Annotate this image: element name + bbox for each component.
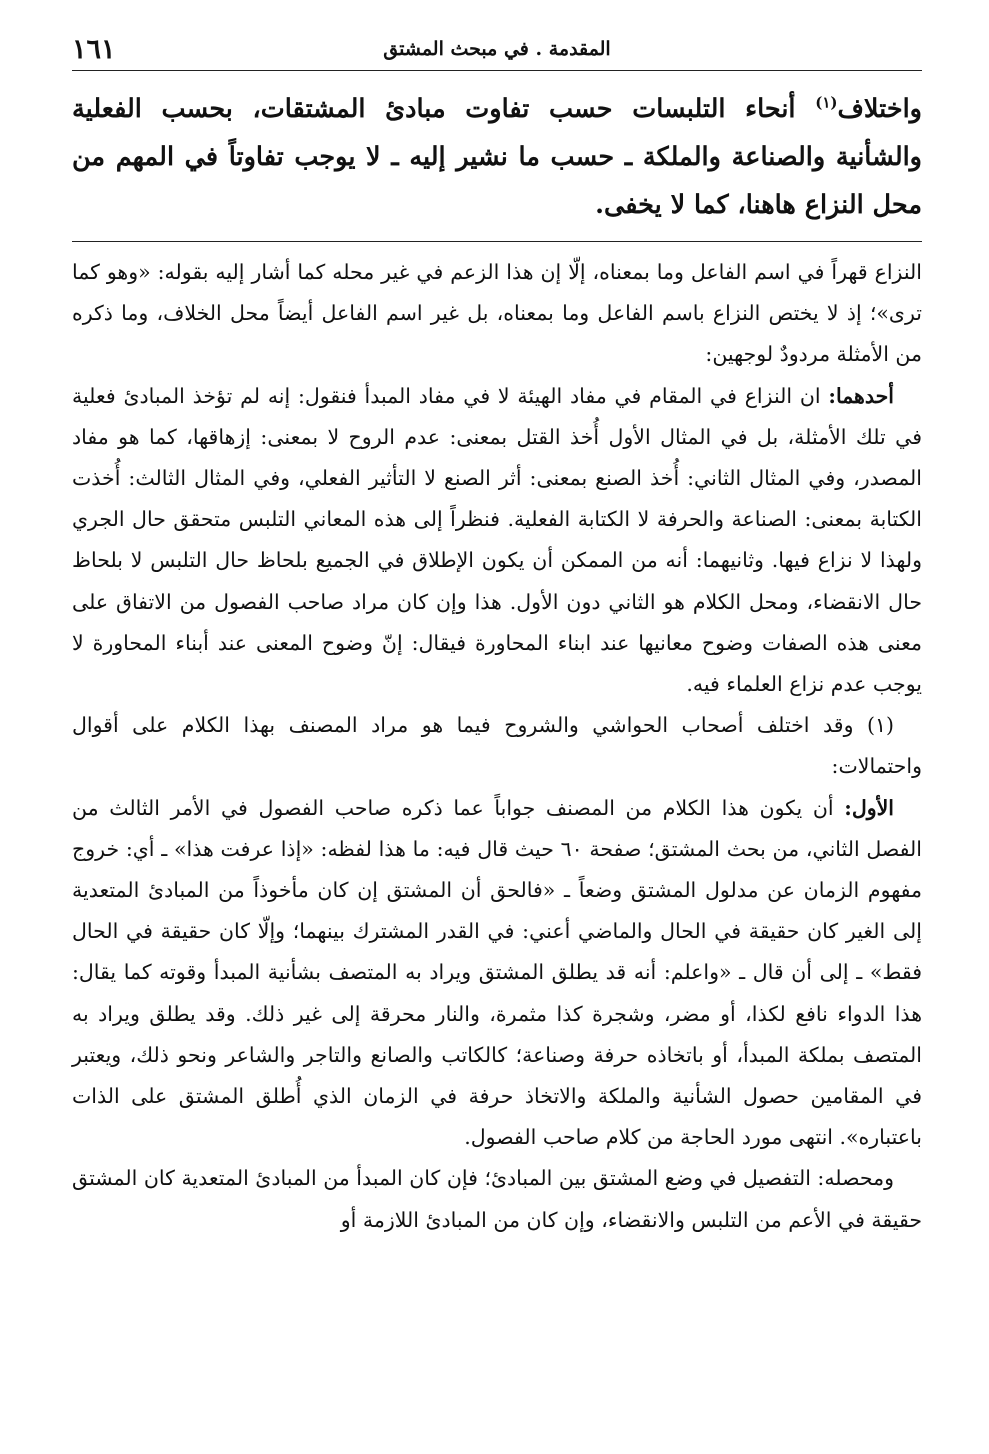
commentary-term: أحدهما: <box>828 383 894 408</box>
commentary-term: الأول: <box>844 795 894 820</box>
commentary-text: أن يكون هذا الكلام من المصنف جواباً عما ذكره صاحب الفصول في الأمر الثالث من الفصل الثاني، من بحث المشتق؛ صفحة ٦٠ حيث قال فيه: ما هذا لفظه: «إذا عرفت هذا» ـ أي: خروج مفهوم الزمان عن مدلول المشتق وضعاً ـ «فالحق أن المشتق إن كان مأخوذاً من المبادئ المتعدية إلى الغير كان حقيقة في الحال والماضي أعني: في القدر المشترك بينهما؛ وإلّا كان حقيقة في الحال فقط» ـ إلى أن قال ـ «واعلم: أنه قد يطلق المشتق ويراد به المتصف بشأنية المبدأ وقوته كما يقال: هذا الدواء نافع لكذا، أو مضر، وشجرة كذا مثمرة، والنار محرقة إلى غير ذلك. وقد يطلق ويراد به المتصف بملكة المبدأ، أو باتخاذه حرفة وصناعة؛ كالكاتب والصانع والتاجر والشاعر ونحو ذلك، ويعتبر في المقامين حصول الشأنية والملكة والاتخاذ حرفة في الزمان الذي أُطلق المشتق على الذات باعتباره». انتهى مورد الحاجة من كلام صاحب الفصول. <box>72 795 922 1150</box>
page-number: ١٦١ <box>72 34 116 65</box>
commentary-paragraph-3 <box>72 788 922 1159</box>
text-divider <box>72 241 922 242</box>
commentary-paragraph-2 <box>72 376 922 706</box>
commentary-text: النزاع قهراً في اسم الفاعل وما بمعناه، إلّا إن هذا الزعم في غير محله كما أشار إليه بقوله: «وهو كما ترى»؛ إذ لا يختص النزاع باسم الفاعل وما بمعناه، بل غير اسم الفاعل أيضاً محل الخلاف، وما ذكره من الأمثلة مردودٌ لوجهين: <box>72 260 922 367</box>
footnote-reference[interactable]: (١) <box>815 93 838 112</box>
running-header <box>72 28 922 71</box>
commentary-text: ومحصله: التفصيل في وضع المشتق بين المبادئ؛ فإن كان المبدأ من المبادئ المتعدية كان المشتق حقيقة في الأعم من التلبس والانقضاء، وإن كان من المبادئ اللازمة أو <box>71 1166 922 1232</box>
footnote-1 <box>72 705 922 787</box>
commentary-paragraph-4 <box>72 1158 922 1240</box>
main-text <box>72 85 922 229</box>
section-title: المقدمة . في مبحث المشتق <box>383 38 611 60</box>
commentary-paragraph-1 <box>72 252 922 376</box>
main-text-opening: واختلاف <box>837 94 922 124</box>
commentary <box>72 252 922 1241</box>
book-page <box>72 28 922 1428</box>
commentary-text: ان النزاع في المقام في مفاد الهيئة لا في مفاد المبدأ فنقول: إنه لم تؤخذ المبادئ فعلية في تلك الأمثلة، بل في المثال الأول أُخذ القتل بمعنى: عدم الروح لا بمعنى: إزهاقها، كما هو مفاد المصدر، وفي المثال الثاني: أُخذ الصنع بمعنى: أثر الصنع لا التأثير الفعلي، وفي المثال الثالث: أُخذت الكتابة بمعنى: الصناعة والحرفة لا الكتابة الفعلية. فنظراً إلى هذه المعاني التلبس متحقق حال الجري ولهذا لا نزاع فيها. وثانيهما: أنه من الممكن أن يكون الإطلاق في الجميع بلحاظ حال التلبس لا بلحاظ حال الانقضاء، ومحل الكلام هو الثاني دون الأول. هذا وإن كان مراد صاحب الفصول من الاتفاق على معنى هذه الصفات وضوح معانيها عند ابناء المحاورة فيقال: إنّ وضوح المعنى عند أبناء المحاورة لا يوجب عدم نزاع العلماء فيه. <box>72 383 922 697</box>
main-text-body: أنحاء التلبسات حسب تفاوت مبادئ المشتقات، بحسب الفعلية والشأنية والصناعة والملكة ـ حسب ما نشير إليه ـ لا يوجب تفاوتاً في المهم من محل النزاع هاهنا، كما لا يخفى. <box>72 94 922 220</box>
footnote-text: (١) وقد اختلف أصحاب الحواشي والشروح فيما هو مراد المصنف بهذا الكلام على أقوال واحتمالات: <box>72 713 922 779</box>
